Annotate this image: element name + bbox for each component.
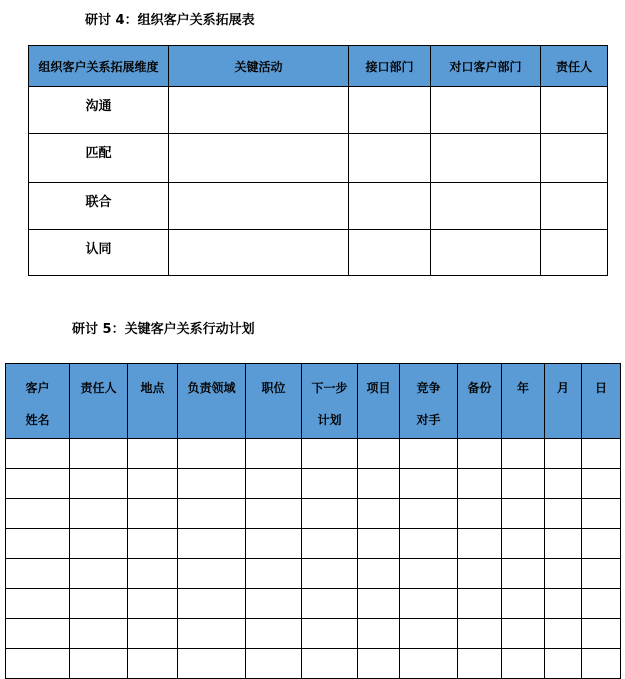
table-cell — [178, 499, 246, 529]
table-cell — [400, 529, 458, 559]
header-client-name: 客户 姓名 — [6, 364, 70, 439]
table-cell — [178, 529, 246, 559]
table-cell — [246, 649, 302, 679]
table-body — [6, 439, 621, 679]
header-year: 年 — [502, 364, 545, 439]
table-cell — [128, 469, 178, 499]
table-cell — [302, 589, 358, 619]
table-cell — [358, 469, 400, 499]
table-cell — [70, 529, 128, 559]
header-project: 项目 — [358, 364, 400, 439]
table-cell — [358, 439, 400, 469]
table-cell — [6, 559, 70, 589]
table-row — [29, 134, 608, 183]
table-cell — [502, 439, 545, 469]
table-cell — [458, 439, 502, 469]
table-cell — [400, 649, 458, 679]
header-competitor: 竞争 对手 — [400, 364, 458, 439]
table-cell — [502, 649, 545, 679]
table-cell — [178, 559, 246, 589]
table-row — [29, 183, 608, 230]
table-cell — [458, 469, 502, 499]
header-interface-dept: 接口部门 — [349, 46, 431, 87]
table-cell — [128, 559, 178, 589]
table-cell — [545, 529, 582, 559]
table-row — [6, 529, 621, 559]
table-cell — [400, 589, 458, 619]
table-cell — [128, 499, 178, 529]
table-cell — [400, 499, 458, 529]
dimension-cell: 认同 — [29, 230, 169, 276]
table-row — [29, 87, 608, 134]
table-cell — [545, 649, 582, 679]
header-day: 日 — [582, 364, 621, 439]
dimension-cell: 联合 — [29, 183, 169, 230]
table-cell — [545, 499, 582, 529]
table-cell — [400, 439, 458, 469]
table-cell — [358, 649, 400, 679]
client-dept-cell — [431, 230, 541, 276]
key-client-action-plan-table — [5, 363, 621, 679]
table-cell — [302, 439, 358, 469]
table-cell — [358, 619, 400, 649]
table-cell — [70, 649, 128, 679]
table-cell — [582, 649, 621, 679]
table-cell — [6, 469, 70, 499]
table-cell — [545, 439, 582, 469]
table-cell — [70, 589, 128, 619]
table-cell — [178, 469, 246, 499]
table-cell — [545, 559, 582, 589]
table-cell — [178, 619, 246, 649]
table-header-row — [29, 46, 608, 87]
activity-cell — [169, 87, 349, 134]
table-cell — [358, 559, 400, 589]
table-cell — [246, 559, 302, 589]
table-cell — [502, 619, 545, 649]
table-row — [6, 589, 621, 619]
table-cell — [400, 469, 458, 499]
table-cell — [6, 619, 70, 649]
table5-title: 研讨 5：关键客户关系行动计划 — [72, 322, 255, 337]
table-cell — [458, 619, 502, 649]
table-cell — [302, 469, 358, 499]
org-relationship-table — [28, 45, 608, 276]
table-cell — [582, 559, 621, 589]
table-cell — [178, 439, 246, 469]
table-cell — [582, 469, 621, 499]
header-location: 地点 — [128, 364, 178, 439]
table-cell — [6, 589, 70, 619]
header-owner: 责任人 — [70, 364, 128, 439]
table-row — [6, 649, 621, 679]
table-cell — [178, 649, 246, 679]
table-cell — [358, 499, 400, 529]
table-cell — [70, 499, 128, 529]
header-next-plan: 下一步 计划 — [302, 364, 358, 439]
owner-cell — [541, 87, 608, 134]
client-dept-cell — [431, 87, 541, 134]
owner-cell — [541, 230, 608, 276]
activity-cell — [169, 230, 349, 276]
table-cell — [6, 649, 70, 679]
header-position: 职位 — [246, 364, 302, 439]
table-cell — [458, 529, 502, 559]
client-dept-cell — [431, 183, 541, 230]
table-cell — [400, 619, 458, 649]
dept-cell — [349, 230, 431, 276]
table-cell — [302, 559, 358, 589]
header-owner: 责任人 — [541, 46, 608, 87]
table-row — [6, 439, 621, 469]
table4-title: 研讨 4：组织客户关系拓展表 — [85, 13, 255, 28]
table-cell — [128, 439, 178, 469]
table-cell — [70, 619, 128, 649]
table-cell — [502, 469, 545, 499]
table-cell — [128, 589, 178, 619]
client-dept-cell — [431, 134, 541, 183]
table-cell — [178, 589, 246, 619]
activity-cell — [169, 183, 349, 230]
dimension-cell: 沟通 — [29, 87, 169, 134]
table-cell — [246, 439, 302, 469]
table-cell — [128, 649, 178, 679]
table-cell — [6, 529, 70, 559]
table-cell — [246, 469, 302, 499]
table-cell — [246, 529, 302, 559]
table-cell — [70, 559, 128, 589]
table-cell — [545, 469, 582, 499]
table-cell — [582, 499, 621, 529]
table-cell — [458, 589, 502, 619]
table-cell — [358, 529, 400, 559]
dept-cell — [349, 87, 431, 134]
table-cell — [302, 619, 358, 649]
table-cell — [70, 469, 128, 499]
activity-cell — [169, 134, 349, 183]
table-cell — [246, 619, 302, 649]
table-cell — [400, 559, 458, 589]
header-dimension: 组织客户关系拓展维度 — [29, 46, 169, 87]
table-cell — [502, 529, 545, 559]
table-cell — [128, 619, 178, 649]
dept-cell — [349, 183, 431, 230]
table-cell — [502, 499, 545, 529]
header-client-dept: 对口客户部门 — [431, 46, 541, 87]
table-cell — [502, 559, 545, 589]
table-row — [6, 499, 621, 529]
header-backup: 备份 — [458, 364, 502, 439]
table-cell — [6, 439, 70, 469]
table-cell — [458, 559, 502, 589]
owner-cell — [541, 134, 608, 183]
table-cell — [582, 439, 621, 469]
header-key-activity: 关键活动 — [169, 46, 349, 87]
table-row — [6, 469, 621, 499]
table-cell — [582, 619, 621, 649]
table-cell — [545, 619, 582, 649]
table-header-row — [6, 364, 621, 439]
table-cell — [246, 499, 302, 529]
dept-cell — [349, 134, 431, 183]
table-cell — [502, 589, 545, 619]
table-cell — [545, 589, 582, 619]
table-cell — [458, 499, 502, 529]
table-cell — [246, 589, 302, 619]
table-cell — [358, 589, 400, 619]
table-cell — [458, 649, 502, 679]
table-cell — [582, 529, 621, 559]
table-row — [6, 559, 621, 589]
table-row — [29, 230, 608, 276]
table-cell — [302, 499, 358, 529]
table-row — [6, 619, 621, 649]
table-cell — [70, 439, 128, 469]
header-month: 月 — [545, 364, 582, 439]
table-cell — [6, 499, 70, 529]
header-domain: 负责领域 — [178, 364, 246, 439]
owner-cell — [541, 183, 608, 230]
table-cell — [128, 529, 178, 559]
table-cell — [302, 649, 358, 679]
table-cell — [302, 529, 358, 559]
table-cell — [582, 589, 621, 619]
dimension-cell: 匹配 — [29, 134, 169, 183]
